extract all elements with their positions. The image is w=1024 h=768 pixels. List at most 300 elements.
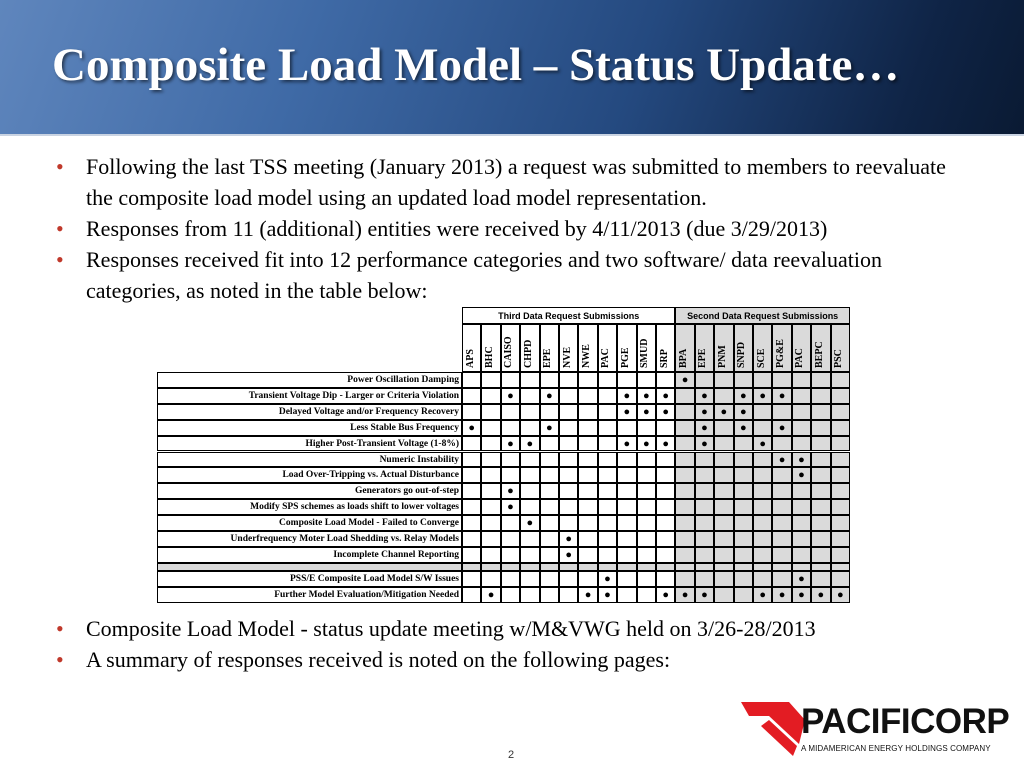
table-cell	[540, 467, 559, 483]
table-cell	[578, 452, 597, 468]
column-header	[675, 324, 694, 372]
table-row-label: Underfrequency Moter Load Shedding vs. Relay Models	[157, 531, 462, 547]
table-cell-marked: ●	[540, 420, 559, 436]
table-cell	[695, 467, 714, 483]
table-cell	[772, 404, 791, 420]
table-cell-marked: ●	[792, 452, 811, 468]
table-cell	[695, 452, 714, 468]
table-cell	[675, 531, 694, 547]
table-cell	[559, 515, 578, 531]
table-cell	[753, 420, 772, 436]
table-cell	[598, 372, 617, 388]
column-header	[540, 324, 559, 372]
table-cell	[714, 563, 733, 571]
table-cell	[481, 515, 500, 531]
table-cell	[772, 499, 791, 515]
table-cell-marked: ●	[501, 483, 520, 499]
table-cell	[501, 515, 520, 531]
table-cell	[501, 372, 520, 388]
table-cell	[501, 452, 520, 468]
table-cell	[695, 499, 714, 515]
table-cell	[811, 571, 830, 587]
table-cell	[559, 420, 578, 436]
table-cell-marked: ●	[617, 436, 636, 452]
table-cell	[462, 563, 481, 571]
table-cell	[675, 388, 694, 404]
table-cell	[501, 571, 520, 587]
table-cell	[656, 547, 675, 563]
bullet-item: • Composite Load Model - status update meeting w/M&VWG held on 3/26-28/2013	[56, 613, 956, 644]
table-cell	[772, 436, 791, 452]
table-cell-marked: ●	[481, 587, 500, 603]
table-cell	[540, 563, 559, 571]
table-row-label: Modify SPS schemes as loads shift to lower voltages	[157, 499, 462, 515]
table-cell-marked: ●	[714, 404, 733, 420]
table-cell	[617, 452, 636, 468]
table-cell	[598, 452, 617, 468]
table-cell	[831, 388, 850, 404]
table-cell	[481, 420, 500, 436]
table-cell	[617, 372, 636, 388]
table-cell	[831, 372, 850, 388]
column-header	[714, 324, 733, 372]
table-cell	[598, 436, 617, 452]
table-cell	[598, 547, 617, 563]
table-cell-marked: ●	[462, 420, 481, 436]
table-cell-marked: ●	[831, 587, 850, 603]
column-header-label: EPE	[697, 348, 709, 368]
table-cell-marked: ●	[656, 436, 675, 452]
table-cell	[481, 571, 500, 587]
column-header-label: PSC	[833, 349, 845, 368]
table-cell	[831, 452, 850, 468]
table-cell	[462, 372, 481, 388]
bullet-list-bottom	[56, 613, 956, 675]
table-cell	[675, 467, 694, 483]
table-cell	[792, 388, 811, 404]
table-cell-marked: ●	[501, 499, 520, 515]
table-cell-marked: ●	[520, 515, 539, 531]
table-cell	[656, 531, 675, 547]
table-cell	[481, 404, 500, 420]
table-cell	[501, 563, 520, 571]
table-cell	[501, 404, 520, 420]
table-cell	[540, 452, 559, 468]
table-cell	[772, 571, 791, 587]
logo-tagline: A MIDAMERICAN ENERGY HOLDINGS COMPANY	[801, 744, 991, 753]
table-cell	[520, 404, 539, 420]
table-cell	[734, 436, 753, 452]
table-cell	[578, 420, 597, 436]
table-cell	[772, 467, 791, 483]
table-cell-marked: ●	[501, 388, 520, 404]
table-cell	[481, 372, 500, 388]
table-cell	[811, 372, 830, 388]
table-cell	[559, 404, 578, 420]
column-header	[753, 324, 772, 372]
table-cell	[792, 436, 811, 452]
table-cell	[520, 452, 539, 468]
table-cell	[714, 388, 733, 404]
column-header-label: BPA	[678, 348, 690, 368]
table-cell	[578, 436, 597, 452]
column-header-label: EPE	[542, 348, 554, 368]
table-cell	[481, 499, 500, 515]
table-cell	[675, 436, 694, 452]
table-cell-marked: ●	[792, 467, 811, 483]
table-cell	[656, 499, 675, 515]
table-cell	[811, 436, 830, 452]
table-cell	[578, 571, 597, 587]
banner-divider	[0, 134, 1024, 136]
table-cell	[598, 531, 617, 547]
table-cell	[811, 420, 830, 436]
table-cell	[792, 563, 811, 571]
table-cell-marked: ●	[734, 404, 753, 420]
logo-wordmark: PACIFICORP	[801, 702, 1010, 741]
table-cell	[695, 571, 714, 587]
table-cell	[598, 515, 617, 531]
table-cell	[675, 571, 694, 587]
column-header	[462, 324, 481, 372]
table-cell	[792, 515, 811, 531]
table-cell-marked: ●	[695, 388, 714, 404]
table-cell	[559, 452, 578, 468]
column-header-label: SNPD	[736, 341, 748, 368]
table-cell	[540, 436, 559, 452]
table-cell-marked: ●	[792, 587, 811, 603]
table-cell-marked: ●	[772, 388, 791, 404]
table-row-label: Load Over-Tripping vs. Actual Disturbance	[157, 467, 462, 483]
table-cell-marked: ●	[695, 420, 714, 436]
table-cell	[462, 499, 481, 515]
table-cell	[637, 467, 656, 483]
table-cell	[540, 372, 559, 388]
table-cell	[559, 571, 578, 587]
column-header-label: BEPC	[813, 341, 825, 368]
logo-red-mark	[741, 702, 805, 744]
table-cell	[792, 483, 811, 499]
table-cell	[753, 404, 772, 420]
table-cell-marked: ●	[772, 452, 791, 468]
table-cell	[675, 515, 694, 531]
table-cell	[714, 547, 733, 563]
table-cell	[559, 388, 578, 404]
table-cell	[811, 515, 830, 531]
table-cell	[831, 571, 850, 587]
table-cell	[831, 467, 850, 483]
group-header-third: Third Data Request Submissions	[462, 307, 675, 324]
table-cell	[714, 571, 733, 587]
table-cell	[734, 587, 753, 603]
table-cell	[578, 499, 597, 515]
table-cell-marked: ●	[637, 388, 656, 404]
table-cell	[695, 531, 714, 547]
table-cell	[714, 436, 733, 452]
column-header	[792, 324, 811, 372]
table-cell	[520, 372, 539, 388]
column-header-label: SRP	[658, 349, 670, 368]
table-cell	[772, 547, 791, 563]
table-cell	[462, 436, 481, 452]
table-cell	[481, 467, 500, 483]
table-cell	[734, 571, 753, 587]
table-cell-marked: ●	[617, 388, 636, 404]
table-row-label: PSS/E Composite Load Model S/W Issues	[157, 571, 462, 587]
table-cell-marked: ●	[753, 436, 772, 452]
table-cell	[811, 388, 830, 404]
column-header	[598, 324, 617, 372]
table-cell	[578, 483, 597, 499]
table-cell	[617, 563, 636, 571]
table-cell	[831, 404, 850, 420]
table-cell	[559, 467, 578, 483]
table-row-label: Higher Post-Transient Voltage (1-8%)	[157, 436, 462, 452]
table-cell	[559, 587, 578, 603]
table-cell	[656, 372, 675, 388]
table-cell	[520, 587, 539, 603]
table-cell	[675, 499, 694, 515]
table-cell	[481, 436, 500, 452]
table-row-label: Transient Voltage Dip - Larger or Criteria Violation	[157, 388, 462, 404]
table-cell-marked: ●	[617, 404, 636, 420]
table-cell	[520, 388, 539, 404]
table-cell	[753, 499, 772, 515]
table-cell-marked: ●	[695, 587, 714, 603]
table-cell	[501, 467, 520, 483]
table-cell	[520, 483, 539, 499]
table-cell	[792, 499, 811, 515]
table-row-label: Less Stable Bus Frequency	[157, 420, 462, 436]
table-separator-row	[157, 563, 462, 571]
column-header-label: CAISO	[503, 336, 515, 368]
table-cell	[462, 483, 481, 499]
table-row-label: Further Model Evaluation/Mitigation Needed	[157, 587, 462, 603]
column-header-label: NWE	[581, 344, 593, 368]
table-cell	[598, 563, 617, 571]
column-header	[578, 324, 597, 372]
table-cell	[637, 499, 656, 515]
table-cell	[578, 515, 597, 531]
column-header	[831, 324, 850, 372]
table-cell	[578, 547, 597, 563]
column-header	[481, 324, 500, 372]
column-header-label: BHC	[484, 346, 496, 368]
column-header-label: SMUD	[639, 338, 651, 368]
table-cell	[598, 467, 617, 483]
table-cell	[792, 547, 811, 563]
table-cell-marked: ●	[675, 372, 694, 388]
table-cell	[598, 483, 617, 499]
bullet-item: • A summary of responses received is noted on the following pages:	[56, 644, 956, 675]
table-cell	[753, 483, 772, 499]
table-cell	[540, 547, 559, 563]
table-cell	[656, 515, 675, 531]
table-cell	[656, 452, 675, 468]
page-number: 2	[508, 749, 515, 761]
table-cell	[520, 563, 539, 571]
column-header	[520, 324, 539, 372]
table-cell	[540, 515, 559, 531]
group-header-second: Second Data Request Submissions	[675, 307, 850, 324]
table-cell	[811, 404, 830, 420]
table-cell	[559, 483, 578, 499]
table-cell	[617, 420, 636, 436]
column-header	[656, 324, 675, 372]
table-cell	[656, 483, 675, 499]
table-cell	[462, 587, 481, 603]
table-cell	[598, 388, 617, 404]
table-cell	[462, 452, 481, 468]
table-cell	[792, 404, 811, 420]
column-header	[501, 324, 520, 372]
column-header-label: PAC	[794, 348, 806, 368]
column-header-label: CHPD	[522, 339, 534, 368]
table-row-label: Delayed Voltage and/or Frequency Recovery	[157, 404, 462, 420]
table-cell	[772, 531, 791, 547]
table-cell	[637, 531, 656, 547]
column-header-label: APS	[464, 349, 476, 368]
table-cell-marked: ●	[656, 587, 675, 603]
column-header	[559, 324, 578, 372]
table-cell-marked: ●	[501, 436, 520, 452]
table-row-label: Power Oscillation Damping	[157, 372, 462, 388]
table-cell	[753, 571, 772, 587]
table-cell-marked: ●	[695, 436, 714, 452]
table-cell	[559, 499, 578, 515]
table-cell	[714, 420, 733, 436]
table-cell	[714, 499, 733, 515]
column-header-label: SCE	[755, 348, 767, 368]
table-cell	[772, 515, 791, 531]
table-cell	[714, 515, 733, 531]
table-cell	[501, 587, 520, 603]
table-cell	[811, 563, 830, 571]
table-cell	[753, 563, 772, 571]
table-cell-marked: ●	[598, 571, 617, 587]
table-cell	[656, 467, 675, 483]
table-cell-marked: ●	[772, 420, 791, 436]
table-cell	[559, 436, 578, 452]
table-cell	[617, 571, 636, 587]
table-cell-marked: ●	[772, 587, 791, 603]
table-cell	[811, 467, 830, 483]
table-cell	[462, 404, 481, 420]
table-cell	[540, 587, 559, 603]
column-header	[772, 324, 791, 372]
table-cell	[540, 571, 559, 587]
table-cell	[831, 515, 850, 531]
table-cell	[811, 547, 830, 563]
table-cell	[540, 404, 559, 420]
table-cell	[540, 531, 559, 547]
table-cell	[578, 404, 597, 420]
table-cell	[617, 547, 636, 563]
column-header-label: PGE	[619, 347, 631, 368]
table-cell	[772, 372, 791, 388]
table-cell	[831, 531, 850, 547]
table-cell	[637, 587, 656, 603]
table-cell	[811, 499, 830, 515]
table-cell	[831, 436, 850, 452]
table-cell-marked: ●	[598, 587, 617, 603]
table-cell-marked: ●	[811, 587, 830, 603]
table-cell	[675, 483, 694, 499]
table-cell	[734, 467, 753, 483]
table-cell	[695, 515, 714, 531]
table-cell	[501, 547, 520, 563]
table-cell	[831, 499, 850, 515]
table-cell	[598, 420, 617, 436]
table-row-label: Numeric Instability	[157, 452, 462, 468]
table-cell	[714, 467, 733, 483]
table-cell-marked: ●	[753, 587, 772, 603]
table-row-label: Generators go out-of-step	[157, 483, 462, 499]
table-cell	[617, 515, 636, 531]
table-cell	[501, 420, 520, 436]
table-cell	[520, 571, 539, 587]
bullet-item: • Following the last TSS meeting (January 2013) a request was submitted to members to reevaluate the composite load model using an updated load model representation.	[56, 151, 956, 213]
table-cell	[734, 515, 753, 531]
column-header-label: NVE	[561, 346, 573, 368]
column-header	[811, 324, 830, 372]
table-cell	[540, 483, 559, 499]
table-cell	[462, 388, 481, 404]
table-cell	[637, 372, 656, 388]
table-cell	[753, 515, 772, 531]
table-cell-marked: ●	[656, 404, 675, 420]
column-header	[637, 324, 656, 372]
column-header-label: PG&E	[775, 339, 787, 368]
table-cell	[753, 547, 772, 563]
table-cell	[598, 499, 617, 515]
table-cell	[714, 452, 733, 468]
table-cell	[559, 563, 578, 571]
table-cell	[462, 467, 481, 483]
table-cell	[559, 372, 578, 388]
table-cell	[481, 563, 500, 571]
table-cell-marked: ●	[540, 388, 559, 404]
table-cell-marked: ●	[695, 404, 714, 420]
table-cell	[656, 420, 675, 436]
table-cell	[792, 420, 811, 436]
table-cell	[675, 563, 694, 571]
table-cell	[462, 531, 481, 547]
table-cell	[578, 531, 597, 547]
table-cell-marked: ●	[753, 388, 772, 404]
table-cell	[772, 483, 791, 499]
table-cell	[675, 420, 694, 436]
table-cell	[734, 499, 753, 515]
table-cell	[734, 547, 753, 563]
table-cell	[520, 531, 539, 547]
table-cell-marked: ●	[520, 436, 539, 452]
table-cell	[617, 531, 636, 547]
table-cell	[617, 467, 636, 483]
table-cell	[831, 483, 850, 499]
column-header-label: PAC	[600, 348, 612, 368]
column-header	[734, 324, 753, 372]
table-cell	[811, 452, 830, 468]
table-cell	[501, 531, 520, 547]
table-cell	[734, 452, 753, 468]
table-cell	[695, 547, 714, 563]
table-cell	[637, 571, 656, 587]
table-cell	[617, 483, 636, 499]
table-cell-marked: ●	[637, 436, 656, 452]
table-cell	[753, 467, 772, 483]
table-cell	[520, 420, 539, 436]
